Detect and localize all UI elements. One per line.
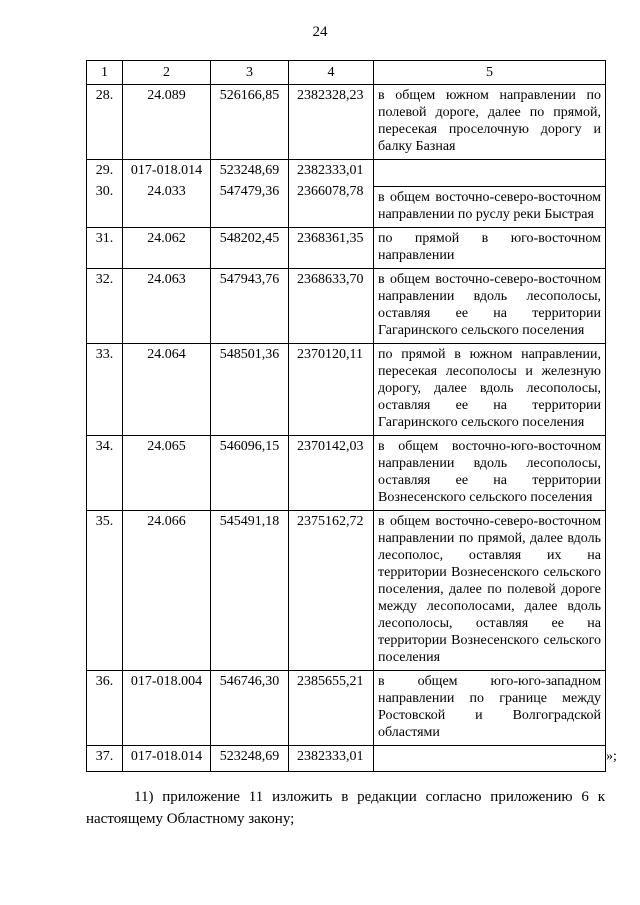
table-row [87,511,606,671]
direction-description [374,160,606,228]
direction-description: в общем восточно-северо-восточном направлении по прямой, далее вдоль лесополос, оставляя их на территории Вознесенского сельского поселения, далее по полевой дороге между лесополосами, далее вдоль лесополосы, оставляя ее на территории Вознесенского сельского поселения [374,511,606,671]
header-cell: 1 [87,61,123,85]
direction-description: в общем юго-юго-западном направлении по границе между Ростовской и Волгоградской областями [374,671,606,746]
table-row [87,671,606,746]
boundary-points-table [86,60,606,772]
row-number: 28. [87,85,123,160]
point-code: 24.065 [123,436,211,511]
point-code: 24.062 [123,228,211,269]
coord-y: 2375162,72 [289,511,374,671]
point-code: 017-018.014 [123,746,211,772]
row-number: 31. [87,228,123,269]
point-code: 24.063 [123,269,211,344]
direction-description: в общем восточно-северо-восточном направлении вдоль лесополосы, оставляя ее на территории Гагаринского сельского поселения [374,269,606,344]
row-number: 35. [87,511,123,671]
coord-x [211,160,289,228]
coord-y: 2385655,21 [289,671,374,746]
table-row [87,85,606,160]
coord-y: 2370120,11 [289,344,374,436]
coord-y-29: 2382333,01 [297,163,364,178]
coord-x: 523248,69 [211,746,289,772]
row-number-29: 29. [95,163,114,178]
coord-x: 546096,15 [211,436,289,511]
row-number: 37. [87,746,123,772]
amendment-paragraph: 11) приложение 11 изложить в редакции согласно приложению 6 к настоящему Областному закону; [86,788,605,827]
row-number [87,160,123,228]
point-code-30: 24.033 [147,184,186,199]
table-row [87,344,606,436]
table-row [87,228,606,269]
row-number-30: 30. [95,184,114,199]
coord-x: 526166,85 [211,85,289,160]
coord-y: 2368633,70 [289,269,374,344]
coord-y [289,160,374,228]
table-header-row [87,61,606,85]
coord-x: 547943,76 [211,269,289,344]
coord-y-30: 2366078,78 [297,184,364,199]
coord-y: 2382328,23 [289,85,374,160]
point-code: 24.064 [123,344,211,436]
coord-x: 548202,45 [211,228,289,269]
direction-description-29 [374,160,605,187]
point-code [123,160,211,228]
header-cell: 2 [123,61,211,85]
point-code-29: 017-018.014 [130,163,203,178]
table-row [87,269,606,344]
coord-y: 2370142,03 [289,436,374,511]
table-row [87,746,606,772]
direction-description: в общем восточно-юго-восточном направлении вдоль лесополосы, оставляя ее на территории Вознесенского сельского поселения [374,436,606,511]
coord-x-29: 523248,69 [219,163,280,178]
direction-description [374,746,606,772]
coord-x: 545491,18 [211,511,289,671]
header-cell: 5 [374,61,606,85]
point-code: 017-018.004 [123,671,211,746]
coord-y: 2368361,35 [289,228,374,269]
point-code: 24.066 [123,511,211,671]
closing-quote: »; [606,748,617,764]
point-code: 24.089 [123,85,211,160]
header-cell: 3 [211,61,289,85]
direction-description: по прямой в юго-восточном направлении [374,228,606,269]
table-row [87,436,606,511]
row-number: 33. [87,344,123,436]
direction-description: по прямой в южном направлении, пересекая лесополосы и железную дорогу, далее вдоль лесополосы, оставляя ее на территории Гагаринского сельского поселения [374,344,606,436]
row-number: 34. [87,436,123,511]
coord-x-30: 547479,36 [219,184,280,199]
table-row [87,160,606,228]
coord-y: 2382333,01 [289,746,374,772]
header-cell: 4 [289,61,374,85]
page-number: 24 [312,24,328,40]
direction-description: в общем южном направлении по полевой дороге, далее по прямой, пересекая проселочную дорогу и балку Базная [374,85,606,160]
row-number: 36. [87,671,123,746]
coord-x: 546746,30 [211,671,289,746]
direction-description-30: в общем восточно-северо-восточном направлении по руслу реки Быстрая [378,190,601,222]
row-number: 32. [87,269,123,344]
coord-x: 548501,36 [211,344,289,436]
